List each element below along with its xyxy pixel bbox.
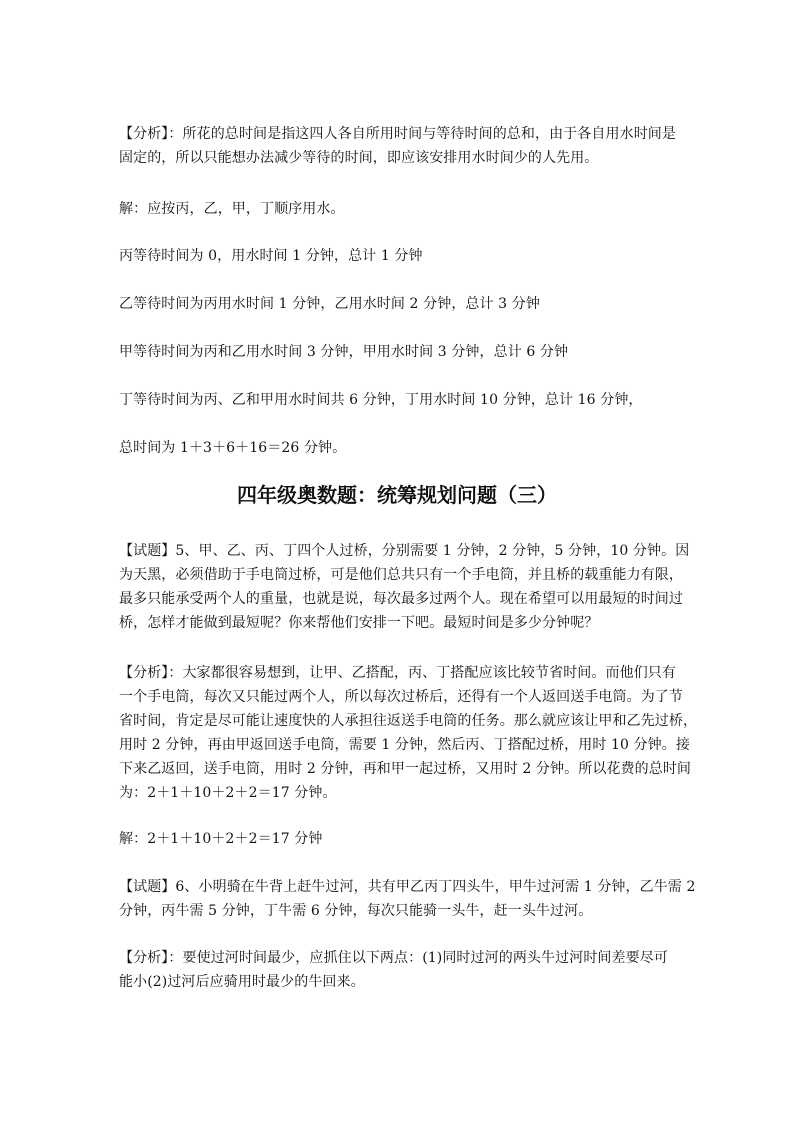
problem-line: 【试题】6、小明骑在牛背上赶牛过河，共有甲乙丙丁四头牛，甲牛过河需 1 分钟，乙牛需 2 bbox=[119, 879, 696, 895]
step-line: 丙等待时间为 0，用水时间 1 分钟，总计 1 分钟 bbox=[119, 248, 423, 264]
problem-line: 为天黑，必须借助于手电筒过桥，可是他们总共只有一个手电筒，并且桥的载重能力有限， bbox=[119, 567, 683, 583]
solution-line: 解：2＋1＋10＋2＋2＝17 分钟 bbox=[119, 831, 323, 847]
analysis-line: 【分析】：要使过河时间最少，应抓住以下两点：(1)同时过河的两头牛过河时间差要尽可 bbox=[119, 950, 668, 966]
analysis-line: 用时 2 分钟，再由甲返回送手电筒，需要 1 分钟，然后丙、丁搭配过桥，用时 10 分钟。接 bbox=[119, 737, 690, 753]
problem-line: 最多只能承受两个人的重量，也就是说，每次最多过两个人。现在希望可以用最短的时间过 bbox=[119, 591, 683, 607]
analysis-line: 为：2＋1＋10＋2＋2＝17 分钟。 bbox=[119, 785, 337, 801]
total-line: 总时间为 1＋3＋6＋16＝26 分钟。 bbox=[119, 440, 347, 456]
analysis-line: 固定的，所以只能想办法减少等待的时间，即应该安排用水时间少的人先用。 bbox=[119, 150, 599, 166]
solution-line: 解：应按丙，乙，甲，丁顺序用水。 bbox=[119, 201, 345, 217]
section-title: 四年级奥数题：统筹规划问题（三） bbox=[237, 483, 557, 507]
analysis-line: 【分析】：所花的总时间是指这四人各自所用时间与等待时间的总和，由于各自用水时间是 bbox=[119, 126, 676, 142]
step-line: 乙等待时间为丙用水时间 1 分钟，乙用水时间 2 分钟，总计 3 分钟 bbox=[119, 296, 540, 312]
analysis-line: 【分析】：大家都很容易想到，让甲、乙搭配，丙、丁搭配应该比较节省时间。而他们只有 bbox=[119, 665, 676, 681]
problem-line: 桥，怎样才能做到最短呢？你来帮他们安排一下吧。最短时间是多少分钟呢？ bbox=[119, 615, 599, 631]
analysis-line: 下来乙返回，送手电筒，用时 2 分钟，再和甲一起过桥，又用时 2 分钟。所以花费的总时间 bbox=[119, 761, 692, 777]
analysis-line: 能小(2)过河后应骑用时最少的牛回来。 bbox=[119, 974, 365, 990]
step-line: 丁等待时间为丙、乙和甲用水时间共 6 分钟，丁用水时间 10 分钟，总计 16 分钟， bbox=[119, 392, 643, 408]
analysis-line: 一个手电筒，每次又只能过两个人，所以每次过桥后，还得有一个人返回送手电筒。为了节 bbox=[119, 689, 683, 705]
problem-line: 分钟，丙牛需 5 分钟，丁牛需 6 分钟，每次只能骑一头牛，赶一头牛过河。 bbox=[119, 903, 593, 919]
step-line: 甲等待时间为丙和乙用水时间 3 分钟，甲用水时间 3 分钟，总计 6 分钟 bbox=[119, 344, 569, 360]
problem-line: 【试题】5、甲、乙、丙、丁四个人过桥，分别需要 1 分钟，2 分钟，5 分钟，10 分钟。因 bbox=[119, 543, 690, 559]
analysis-line: 省时间，肯定是尽可能让速度快的人承担往返送手电筒的任务。那么就应该让甲和乙先过桥， bbox=[119, 713, 698, 729]
